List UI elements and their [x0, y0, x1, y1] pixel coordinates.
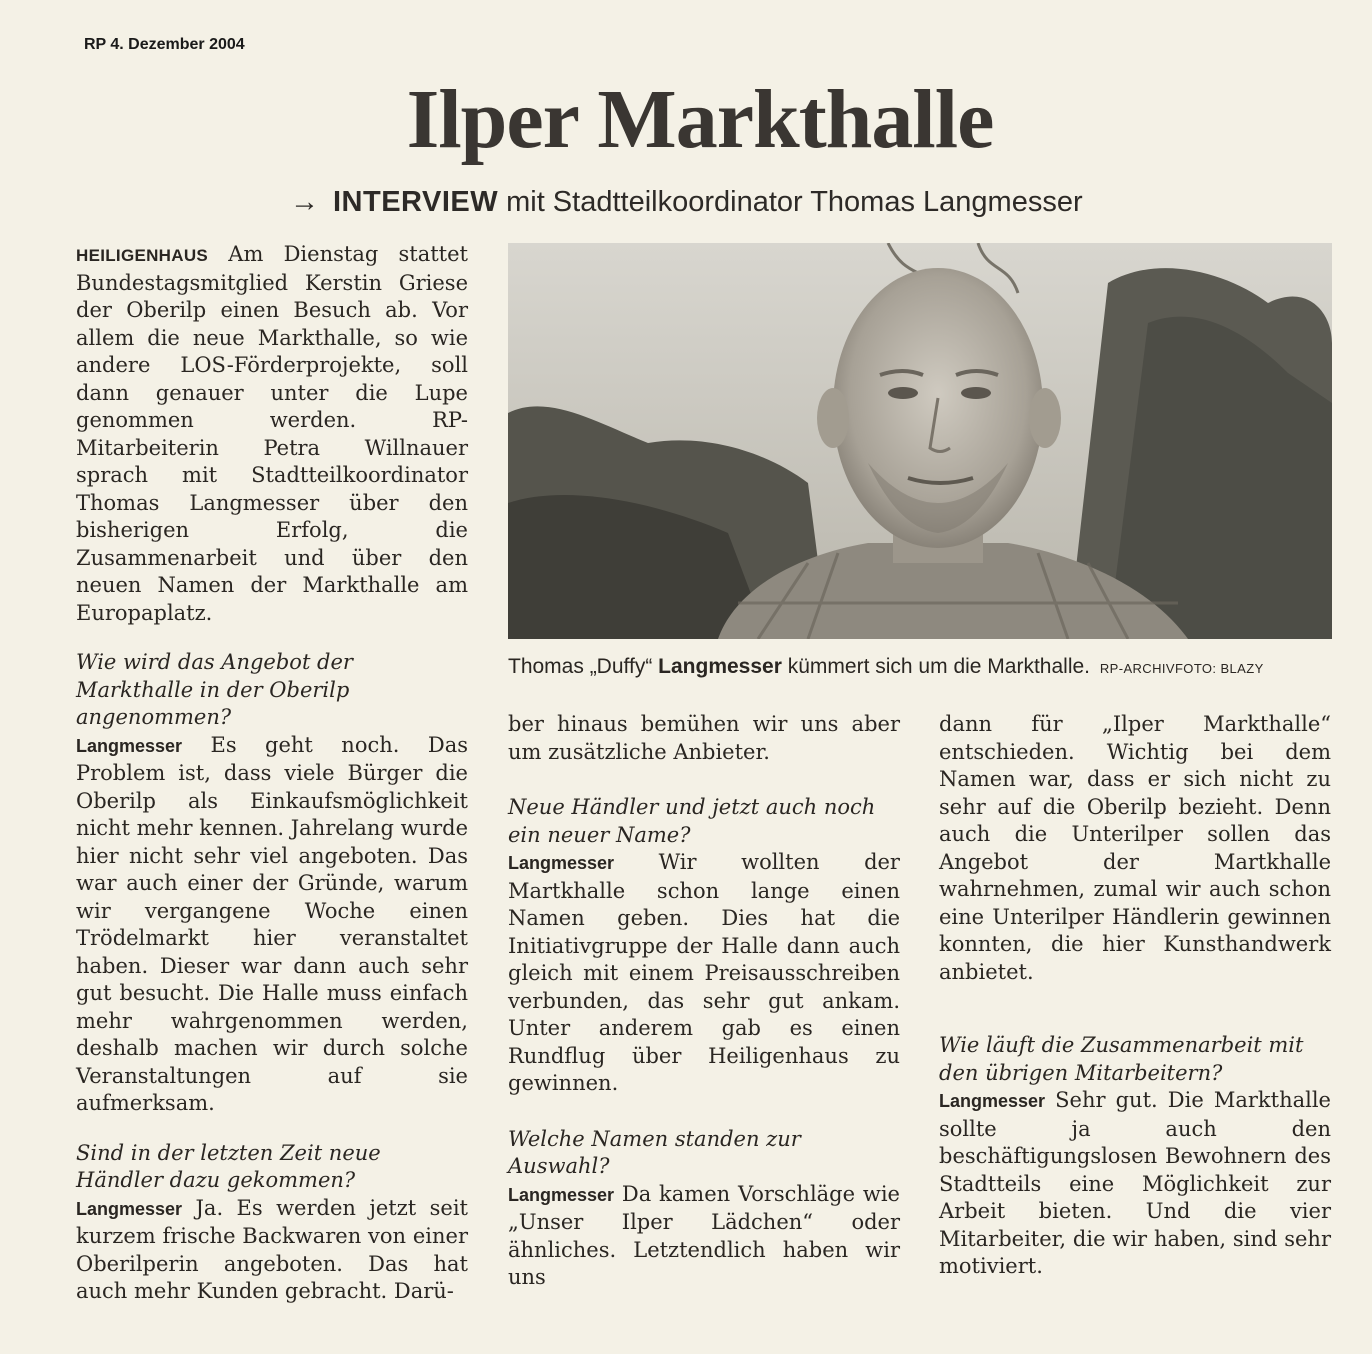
- speaker-label: Langmesser: [508, 1184, 615, 1205]
- dateline: HEILIGENHAUS: [76, 246, 209, 265]
- portrait-photo: [508, 243, 1332, 639]
- answer-3: Langmesser Wir wollten der Martkhalle schon lange einen Namen geben. Dies hat die Initiativgruppe der Halle dann auch gleich mit einem Preisausschreiben verbunden, das sehr gut ankam. Unter anderem gab es einen Rundflug über Heiligenhaus zu gewinnen.: [508, 850, 900, 1095]
- article-column-1: [76, 241, 468, 1306]
- speaker-label: Langmesser: [508, 853, 615, 873]
- subheadline-keyword: INTERVIEW: [333, 186, 499, 218]
- caption-prefix: Thomas „Duffy“: [508, 655, 653, 678]
- photo-caption: [508, 655, 1264, 679]
- photo-credit: RP-ARCHIVFOTO: BLAZY: [1099, 661, 1264, 676]
- intro-paragraph: [76, 241, 468, 627]
- source-date-line: RP 4. Dezember 2004: [84, 36, 245, 53]
- question-2: Sind in der letzten Zeit neue Händler dazu gekommen?: [76, 1140, 381, 1192]
- portrait-photo-image: [508, 243, 1332, 639]
- answer-2: Langmesser Ja. Es werden jetzt seit kurzem frische Backwaren von einer Oberilperin angeboten. Das hat auch mehr Kunden gebracht. Darü-: [76, 1195, 468, 1303]
- question-4: Welche Namen standen zur Auswahl?: [508, 1126, 801, 1178]
- subheadline-text: mit Stadtteilkoordinator Thomas Langmesser: [506, 186, 1083, 218]
- question-1: Wie wird das Angebot der Markthalle in der Oberilp angenommen?: [76, 650, 353, 729]
- caption-text: kümmert sich um die Markthalle.: [787, 655, 1091, 678]
- speaker-label: Langmesser: [939, 1091, 1046, 1111]
- answer-4-continued: dann für „Ilper Markthalle“ entschieden. Wichtig bei dem Namen war, dass er sich nicht zu sehr auf die Oberilp bezieht. Denn auch die Unterilper sollen das Angebot der Martkhalle wahrnehmen, zumal wir auch schon eine Unterilper Händlerin gewinnen konnten, die hier Kunsthandwerk anbietet.: [939, 712, 1331, 984]
- answer-2-continued: ber hinaus bemühen wir uns aber um zusätzliche Anbieter.: [508, 712, 900, 764]
- speaker-label: Langmesser: [76, 1198, 183, 1219]
- answer-4: Langmesser Da kamen Vorschläge wie „Unser Ilper Lädchen“ oder ähnliches. Letztendlich haben wir uns: [508, 1181, 900, 1289]
- article-column-2: [508, 711, 900, 1292]
- caption-name: Langmesser: [658, 655, 782, 678]
- article-column-3: [939, 711, 1331, 1281]
- speaker-label: Langmesser: [76, 735, 183, 756]
- answer-5: Langmesser Sehr gut. Die Markthalle sollte ja auch den beschäftigungslosen Bewohnern des Stadtteils eine Möglichkeit zur Arbeit bieten. Und die vier Mitarbeiter, die wir haben, sind sehr motiviert.: [939, 1088, 1331, 1278]
- question-3: Neue Händler und jetzt auch noch ein neuer Name?: [508, 795, 876, 847]
- headline: Ilper Markthalle: [406, 73, 994, 166]
- subheadline: [290, 186, 1083, 219]
- arrow-icon: →: [290, 186, 319, 218]
- intro-text: Am Dienstag stattet Bundestagsmitglied Kerstin Griese der Oberilp einen Besuch ab. Vor allem die neue Markthalle, so wie andere LOS-Förderprojekte, soll dann genauer unter die Lupe genommen werden. RP-Mitarbeiterin Petra Willnauer sprach mit Stadtteilkoordinator Thomas Langmesser über den bisherigen Erfolg, die Zusammenarbeit und über den neuen Namen der Markthalle am Europaplatz.: [76, 242, 468, 625]
- answer-1: Langmesser Es geht noch. Das Problem ist, dass viele Bürger die Oberilp als Einkaufsmöglichkeit nicht mehr kennen. Jahrelang wurde hier nicht sehr viel angeboten. Das war auch einer der Gründe, warum wir vergangene Woche einen Trödelmarkt hier veranstaltet haben. Dieser war dann auch sehr gut besucht. Die Halle muss einfach mehr wahrgenommen werden, deshalb machen wir durch solche Veranstaltungen auf sie aufmerksam.: [76, 732, 468, 1115]
- question-5: Wie läuft die Zusammenarbeit mit den übrigen Mitarbeitern?: [939, 1033, 1304, 1085]
